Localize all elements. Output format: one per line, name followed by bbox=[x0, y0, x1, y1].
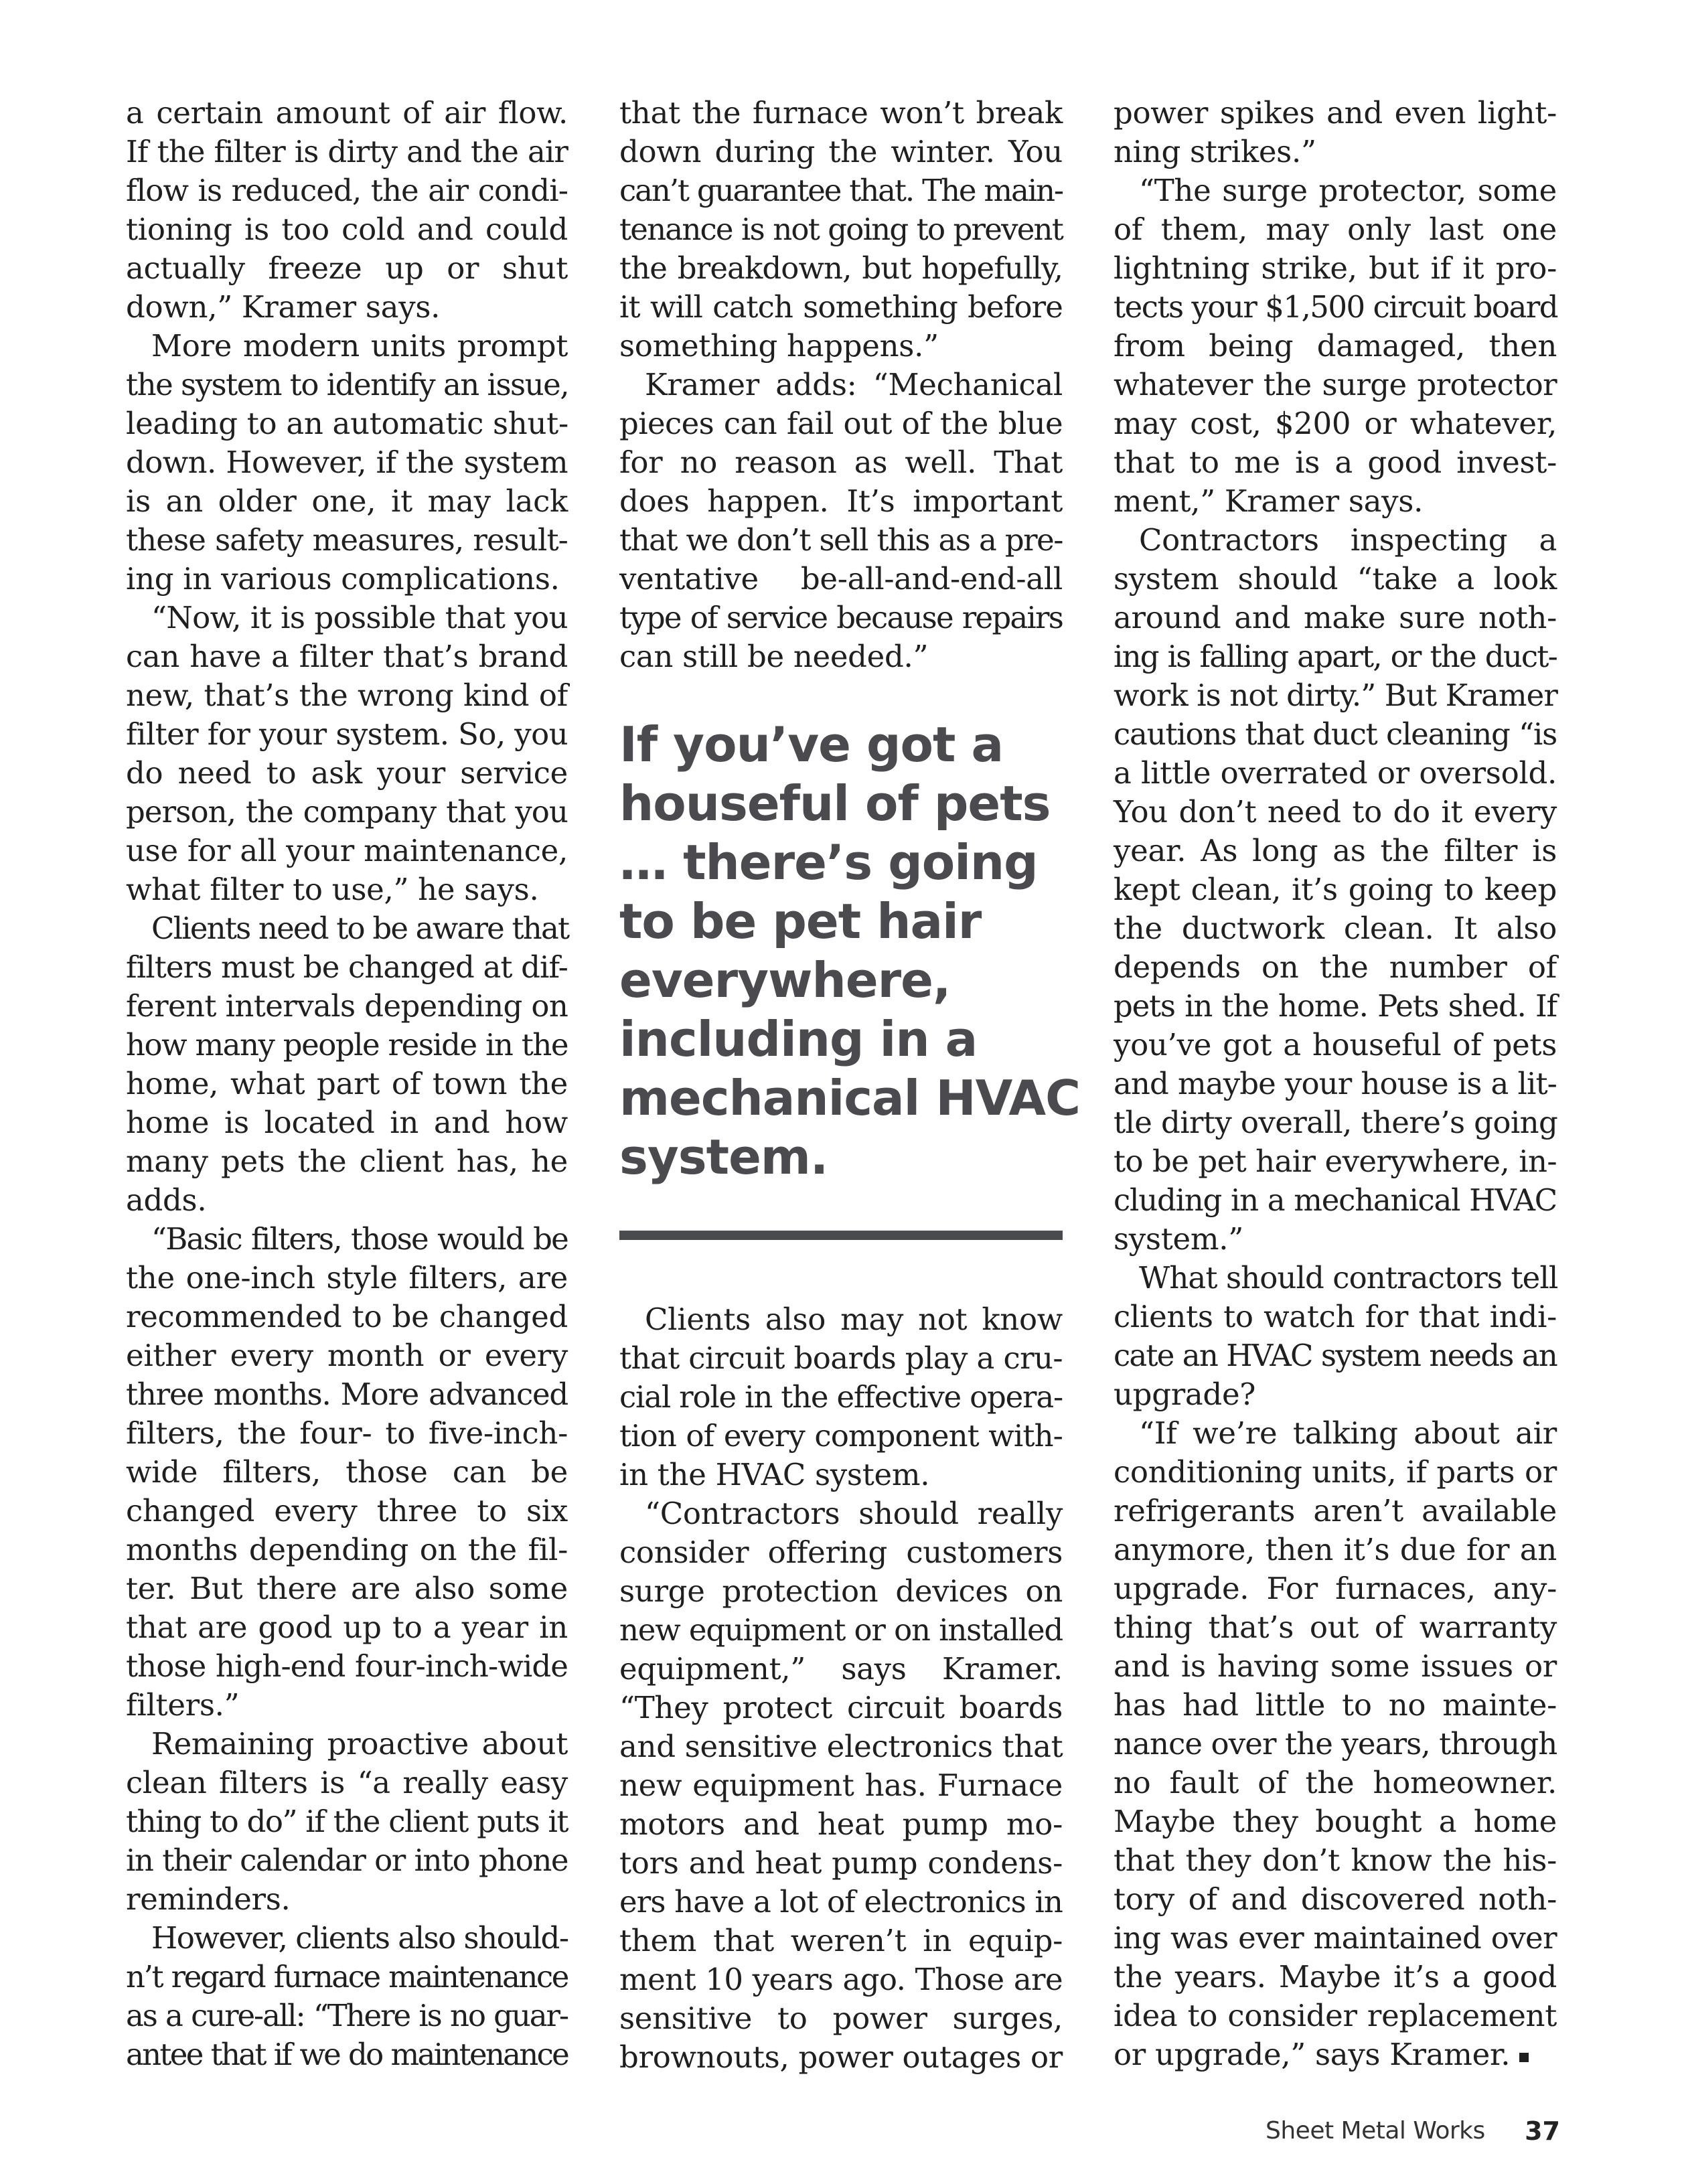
text-line: cautions that duct cleaning “is bbox=[1114, 716, 1557, 752]
text-line: what filter to use,” he says. bbox=[126, 872, 539, 907]
text-line: power spikes and even light- bbox=[1114, 95, 1557, 131]
text-line: that we don’t sell this as a pre- bbox=[619, 522, 1063, 558]
text-line: it will catch something before bbox=[619, 289, 1063, 325]
text-line: a little overrated or oversold. bbox=[1114, 755, 1557, 791]
text-line: the system to identify an issue, bbox=[126, 367, 569, 402]
text-line: More modern units prompt bbox=[151, 328, 568, 364]
text-line: You don’t need to do it every bbox=[1114, 794, 1557, 830]
pull-quote-divider bbox=[619, 1231, 1063, 1240]
text-line: “If we’re talking about air bbox=[1139, 1415, 1557, 1451]
text-line: ing was ever maintained over bbox=[1114, 1920, 1557, 1956]
text-line: new, that’s the wrong kind of bbox=[126, 678, 568, 713]
text-line: and is having some issues or bbox=[1114, 1648, 1557, 1684]
text-line: down during the winter. You bbox=[619, 134, 1063, 169]
text-line: Contractors inspecting a bbox=[1139, 522, 1557, 558]
text-line: ning strikes.” bbox=[1114, 134, 1316, 169]
text-line: may cost, $200 or whatever, bbox=[1114, 406, 1557, 441]
text-line: can have a filter that’s brand bbox=[126, 639, 568, 674]
text-line: around and make sure noth- bbox=[1114, 600, 1557, 635]
text-line: is an older one, it may lack bbox=[126, 483, 568, 519]
text-line: lightning strike, but if it pro- bbox=[1114, 250, 1557, 286]
text-line: Kramer adds: “Mechanical bbox=[645, 367, 1063, 402]
text-line: use for all your maintenance, bbox=[126, 833, 568, 868]
text-line: flow is reduced, the air condi- bbox=[126, 173, 568, 208]
text-line: system should “take a look bbox=[1114, 561, 1557, 597]
text-line: thing that’s out of warranty bbox=[1114, 1610, 1557, 1645]
text-line: these safety measures, result- bbox=[126, 522, 568, 558]
text-line: system.” bbox=[1114, 1221, 1243, 1257]
text-line: pets in the home. Pets shed. If bbox=[1114, 988, 1557, 1024]
text-line: the years. Maybe it’s a good bbox=[1114, 1959, 1557, 1995]
text-line: filter for your system. So, you bbox=[126, 716, 568, 752]
text-line: can’t guarantee that. The main- bbox=[619, 173, 1063, 208]
text-line: in the HVAC system. bbox=[619, 1457, 930, 1492]
pull-quote-line: mechanical HVAC bbox=[619, 1070, 1080, 1126]
text-line: tioning is too cold and could bbox=[126, 212, 568, 247]
text-line: tects your $1,500 circuit board bbox=[1114, 289, 1558, 325]
text-line: months depending on the fil- bbox=[126, 1532, 568, 1567]
text-line: anymore, then it’s due for an bbox=[1114, 1532, 1557, 1567]
text-line: idea to consider replacement bbox=[1114, 1998, 1557, 2033]
text-line: that they don’t know the his- bbox=[1114, 1843, 1557, 1878]
text-line: motors and heat pump mo- bbox=[619, 1806, 1063, 1842]
text-line: new equipment or on installed bbox=[619, 1612, 1063, 1648]
text-line: filters, the four- to five-inch- bbox=[126, 1415, 568, 1451]
article-column-2-upper bbox=[619, 94, 1063, 676]
text-line: ferent intervals depending on bbox=[126, 988, 568, 1024]
text-line: antee that if we do maintenance bbox=[126, 2037, 568, 2072]
text-line: do need to ask your service bbox=[126, 755, 568, 791]
text-line: the one-inch style filters, are bbox=[126, 1260, 568, 1296]
text-line: “The surge protector, some bbox=[1139, 173, 1557, 208]
text-line: equipment,” says Kramer. bbox=[619, 1651, 1063, 1687]
text-line: can still be needed.” bbox=[619, 639, 929, 674]
text-line: What should contractors tell bbox=[1139, 1260, 1558, 1296]
text-line: adds. bbox=[126, 1182, 207, 1218]
text-line: If the filter is dirty and the air bbox=[126, 134, 568, 169]
pull-quote bbox=[619, 715, 1080, 1186]
text-line: ventative be-all-and-end-all bbox=[619, 561, 1063, 597]
pull-quote-line: everywhere, bbox=[619, 952, 951, 1008]
text-line: cluding in a mechanical HVAC bbox=[1114, 1182, 1557, 1218]
text-line: has had little to no mainte- bbox=[1114, 1687, 1557, 1723]
text-line: upgrade. For furnaces, any- bbox=[1114, 1571, 1557, 1606]
text-line: new equipment has. Furnace bbox=[619, 1768, 1063, 1803]
text-line: However, clients also should- bbox=[151, 1920, 568, 1956]
text-line: “They protect circuit boards bbox=[619, 1690, 1063, 1725]
text-line: sensitive to power surges, bbox=[619, 2001, 1063, 2036]
pull-quote-line: system. bbox=[619, 1129, 828, 1185]
text-line: Clients need to be aware that bbox=[151, 911, 569, 946]
text-line: ers have a lot of electronics in bbox=[619, 1884, 1063, 1920]
text-line: consider offering customers bbox=[619, 1535, 1063, 1570]
text-line: conditioning units, if parts or bbox=[1114, 1454, 1557, 1490]
text-line: upgrade? bbox=[1114, 1377, 1256, 1412]
publication-name: Sheet Metal Works bbox=[1266, 2117, 1485, 2144]
text-line: either every month or every bbox=[126, 1338, 568, 1373]
text-line: filters.” bbox=[126, 1687, 240, 1723]
text-line: something happens.” bbox=[619, 328, 939, 364]
text-line: ment,” Kramer says. bbox=[1114, 483, 1424, 519]
end-of-article-square-icon bbox=[1519, 2053, 1529, 2062]
text-line: them that weren’t in equip- bbox=[619, 1923, 1063, 1958]
text-line: Remaining proactive about bbox=[151, 1726, 568, 1762]
text-line: “Contractors should really bbox=[645, 1496, 1063, 1531]
text-line: whatever the surge protector bbox=[1114, 367, 1557, 402]
text-line: the ductwork clean. It also bbox=[1114, 911, 1557, 946]
text-line: surge protection devices on bbox=[619, 1573, 1063, 1609]
text-line: “Now, it is possible that you bbox=[151, 600, 568, 635]
text-line: recommended to be changed bbox=[126, 1299, 568, 1334]
text-line: to be pet hair everywhere, in- bbox=[1114, 1144, 1557, 1179]
text-line: of them, may only last one bbox=[1114, 212, 1557, 247]
text-line: n’t regard furnace maintenance bbox=[126, 1959, 568, 1995]
text-line: person, the company that you bbox=[126, 794, 568, 830]
pull-quote-line: houseful of pets bbox=[619, 775, 1051, 832]
text-line: pieces can fail out of the blue bbox=[619, 406, 1063, 441]
text-line: that are good up to a year in bbox=[126, 1610, 568, 1645]
text-line: ment 10 years ago. Those are bbox=[619, 1962, 1063, 1997]
text-line: as a cure-all: “There is no guar- bbox=[126, 1998, 568, 2033]
article-column-3 bbox=[1114, 94, 1557, 2074]
text-line: cial role in the effective opera- bbox=[619, 1379, 1063, 1415]
text-line: many pets the client has, he bbox=[126, 1144, 568, 1179]
text-line: ing in various complications. bbox=[126, 561, 560, 597]
text-line: you’ve got a houseful of pets bbox=[1114, 1027, 1557, 1063]
text-line: depends on the number of bbox=[1114, 949, 1557, 985]
text-line: those high-end four-inch-wide bbox=[126, 1648, 568, 1684]
text-line: a certain amount of air flow. bbox=[126, 95, 568, 131]
text-line: filters must be changed at dif- bbox=[126, 949, 568, 985]
text-line: clients to watch for that indi- bbox=[1114, 1299, 1557, 1334]
text-line: three months. More advanced bbox=[126, 1377, 568, 1412]
pull-quote-line: to be pet hair bbox=[619, 893, 982, 949]
text-line: reminders. bbox=[126, 1881, 291, 1917]
text-line: clean filters is “a really easy bbox=[126, 1765, 568, 1800]
text-line: tory of and discovered noth- bbox=[1114, 1881, 1557, 1917]
text-line: kept clean, it’s going to keep bbox=[1114, 872, 1557, 907]
pull-quote-line: including in a bbox=[619, 1011, 978, 1067]
text-line: tle dirty overall, there’s going bbox=[1114, 1105, 1558, 1140]
text-line: for no reason as well. That bbox=[619, 445, 1063, 480]
page-footer bbox=[1259, 2114, 1560, 2148]
text-line: Maybe they bought a home bbox=[1114, 1804, 1557, 1839]
text-line: ter. But there are also some bbox=[126, 1571, 568, 1606]
pull-quote-line: If you’ve got a bbox=[619, 716, 1004, 773]
text-line: cate an HVAC system needs an bbox=[1114, 1338, 1557, 1373]
text-line: changed every three to six bbox=[126, 1493, 568, 1529]
text-line: no fault of the homeowner. bbox=[1114, 1765, 1557, 1800]
text-line: type of service because repairs bbox=[619, 600, 1063, 635]
text-line: nance over the years, through bbox=[1114, 1726, 1557, 1762]
text-line: that the furnace won’t break bbox=[619, 95, 1063, 131]
page-number: 37 bbox=[1525, 2116, 1560, 2146]
text-line: brownouts, power outages or bbox=[619, 2039, 1063, 2075]
text-line: “Basic filters, those would be bbox=[151, 1221, 568, 1257]
text-line: and maybe your house is a lit- bbox=[1114, 1066, 1557, 1101]
text-line: tion of every component with- bbox=[619, 1418, 1063, 1454]
text-line: year. As long as the filter is bbox=[1114, 833, 1557, 868]
text-line: that to me is a good invest- bbox=[1114, 445, 1557, 480]
text-line: from being damaged, then bbox=[1114, 328, 1557, 364]
text-line: refrigerants aren’t available bbox=[1114, 1493, 1557, 1529]
text-line: in their calendar or into phone bbox=[126, 1843, 568, 1878]
text-line: wide filters, those can be bbox=[126, 1454, 568, 1490]
article-column-2-lower bbox=[619, 1300, 1063, 2077]
text-line: work is not dirty.” But Kramer bbox=[1114, 678, 1558, 713]
pull-quote-line: … there’s going bbox=[619, 834, 1038, 890]
text-line: down. However, if the system bbox=[126, 445, 568, 480]
text-line: that circuit boards play a cru- bbox=[619, 1340, 1063, 1376]
text-line: ing is falling apart, or the duct- bbox=[1114, 639, 1557, 674]
text-line: leading to an automatic shut- bbox=[126, 406, 568, 441]
text-line: down,” Kramer says. bbox=[126, 289, 441, 325]
text-line: thing to do” if the client puts it bbox=[126, 1804, 568, 1839]
text-line: actually freeze up or shut bbox=[126, 250, 568, 286]
text-line: tenance is not going to prevent bbox=[619, 212, 1063, 247]
text-line: home is located in and how bbox=[126, 1105, 568, 1140]
text-line: or upgrade,” says Kramer. bbox=[1114, 2035, 1557, 2074]
text-line: tors and heat pump condens- bbox=[619, 1845, 1063, 1881]
text-line: does happen. It’s important bbox=[619, 483, 1063, 519]
text-line: the breakdown, but hopefully, bbox=[619, 250, 1063, 286]
article-column-1 bbox=[126, 94, 568, 2074]
text-line: how many people reside in the bbox=[126, 1027, 568, 1063]
text-line: home, what part of town the bbox=[126, 1066, 568, 1101]
text-line: and sensitive electronics that bbox=[619, 1729, 1063, 1764]
text-line: Clients also may not know bbox=[645, 1302, 1063, 1337]
